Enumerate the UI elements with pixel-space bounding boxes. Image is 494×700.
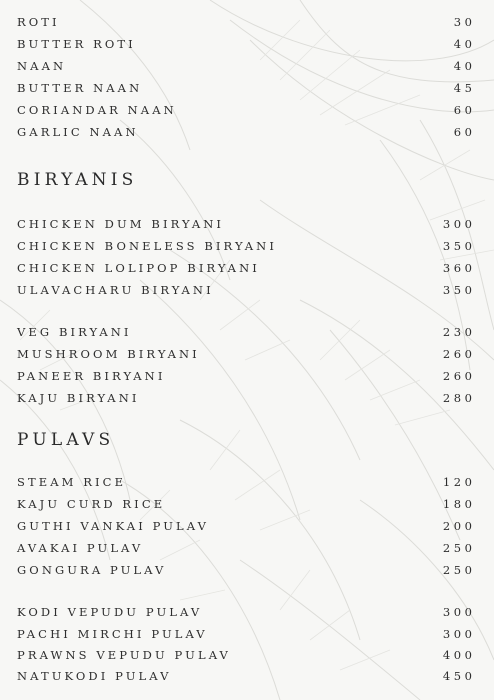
item-name: STEAM RICE: [17, 475, 127, 489]
item-price: 180: [442, 497, 476, 511]
item-name: KAJU CURD RICE: [17, 497, 166, 511]
item-name: BUTTER ROTI: [17, 37, 136, 51]
item-name: PANEER BIRYANI: [17, 369, 166, 383]
item-price: 300: [442, 605, 476, 619]
list-item: [17, 323, 476, 341]
item-price: 300: [442, 627, 476, 641]
list-item: [17, 237, 476, 255]
item-price: 230: [442, 325, 476, 339]
item-price: 400: [442, 648, 476, 662]
list-item: [17, 517, 476, 535]
list-item: [17, 13, 476, 31]
item-name: GARLIC NAAN: [17, 125, 139, 139]
list-item: [17, 561, 476, 579]
list-item: [17, 101, 476, 119]
section-heading-pulavs: PULAVS: [17, 430, 115, 450]
item-name: KAJU BIRYANI: [17, 391, 140, 405]
item-name: GONGURA PULAV: [17, 563, 167, 577]
list-item: [17, 646, 476, 664]
list-item: [17, 603, 476, 621]
item-name: VEG BIRYANI: [17, 325, 132, 339]
list-item: [17, 367, 476, 385]
item-name: CHICKEN LOLIPOP BIRYANI: [17, 261, 260, 275]
item-price: 280: [442, 391, 476, 405]
list-item: [17, 345, 476, 363]
list-item: [17, 259, 476, 277]
list-item: [17, 57, 476, 75]
item-name: CHICKEN BONELESS BIRYANI: [17, 239, 277, 253]
item-price: 45: [453, 81, 476, 95]
list-item: [17, 123, 476, 141]
item-price: 40: [453, 59, 476, 73]
list-item: [17, 539, 476, 557]
list-item: [17, 495, 476, 513]
item-price: 260: [442, 347, 476, 361]
item-price: 300: [442, 217, 476, 231]
list-item: [17, 389, 476, 407]
item-price: 350: [442, 239, 476, 253]
item-price: 120: [442, 475, 476, 489]
item-price: 350: [442, 283, 476, 297]
item-name: GUTHI VANKAI PULAV: [17, 519, 209, 533]
item-name: PACHI MIRCHI PULAV: [17, 627, 208, 641]
item-price: 200: [442, 519, 476, 533]
item-name: CHICKEN DUM BIRYANI: [17, 217, 225, 231]
list-item: [17, 473, 476, 491]
section-heading-biryanis: BIRYANIS: [17, 170, 138, 190]
list-item: [17, 667, 476, 685]
item-price: 250: [442, 541, 476, 555]
list-item: [17, 35, 476, 53]
item-name: ULAVACHARU BIRYANI: [17, 283, 214, 297]
item-name: CORIANDAR NAAN: [17, 103, 177, 117]
item-price: 60: [453, 103, 476, 117]
item-name: KODI VEPUDU PULAV: [17, 605, 203, 619]
item-price: 60: [453, 125, 476, 139]
item-name: NATUKODI PULAV: [17, 669, 172, 683]
item-name: BUTTER NAAN: [17, 81, 143, 95]
list-item: [17, 281, 476, 299]
item-price: 40: [453, 37, 476, 51]
list-item: [17, 215, 476, 233]
item-name: NAAN: [17, 59, 67, 73]
list-item: [17, 79, 476, 97]
item-price: 260: [442, 369, 476, 383]
item-name: ROTI: [17, 15, 60, 29]
item-name: MUSHROOM BIRYANI: [17, 347, 200, 361]
item-name: PRAWNS VEPUDU PULAV: [17, 648, 231, 662]
item-price: 30: [453, 15, 476, 29]
item-price: 250: [442, 563, 476, 577]
item-name: AVAKAI PULAV: [17, 541, 144, 555]
item-price: 360: [442, 261, 476, 275]
list-item: [17, 625, 476, 643]
item-price: 450: [442, 669, 476, 683]
